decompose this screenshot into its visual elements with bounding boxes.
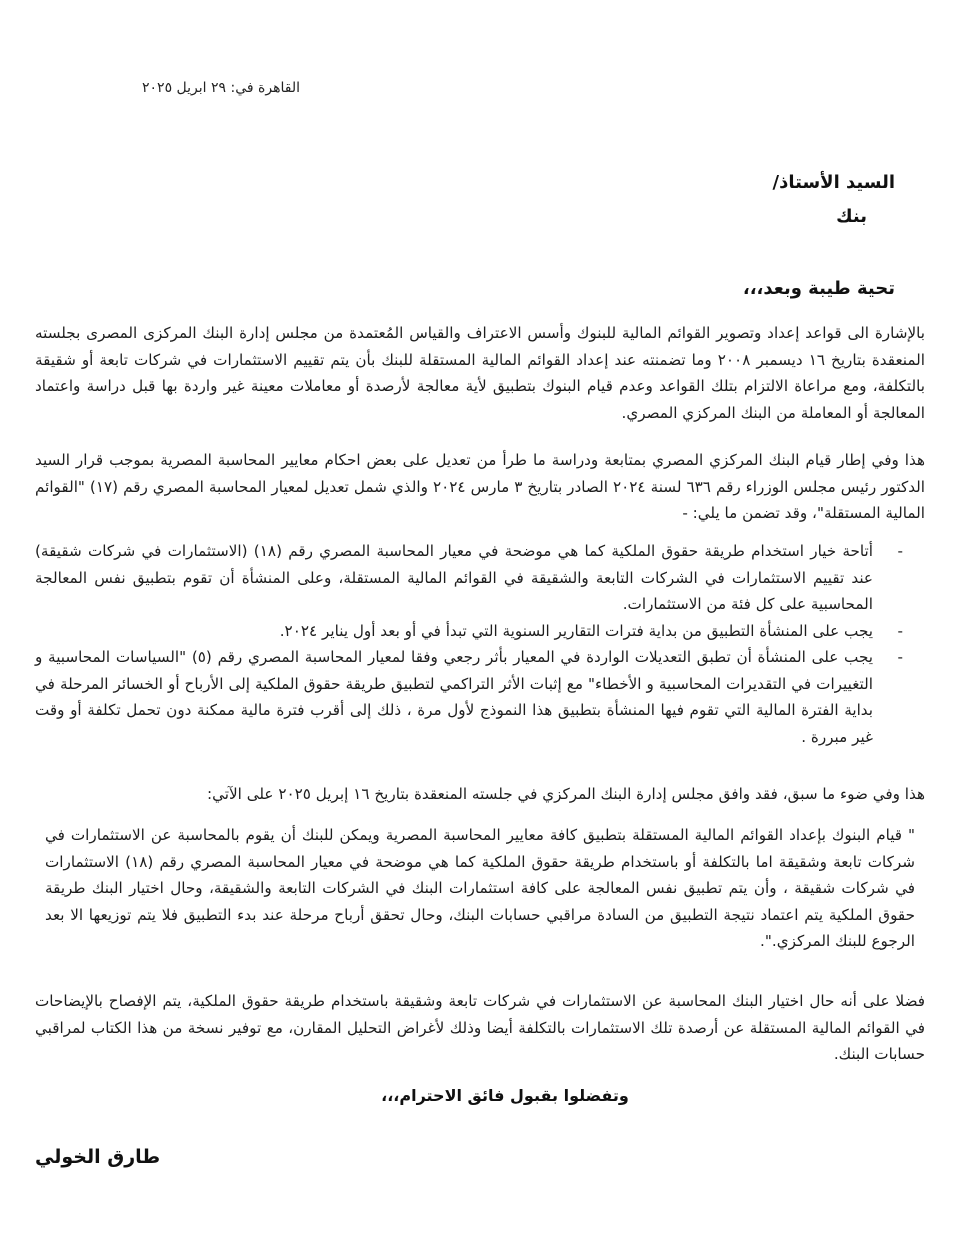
amendment-bullet-list (35, 538, 925, 750)
bullet-item (35, 538, 925, 618)
paragraph-disclosure: فضلا على أنه حال اختيار البنك المحاسبة عن الاستثمارات في شركات تابعة وشقيقة باستخدام طريقة حقوق الملكية، يتم الإفصاح بالإيضاحات في القوائم المالية المستقلة عن أرصدة تلك الاستثمارات بالتكلفة أيضا وذلك لأغراض التحليل المقارن، مع توفير نسخة من هذا الكتاب لمراقبي حسابات البنك. (35, 992, 925, 1063)
paragraph-intro: بالإشارة الى قواعد إعداد وتصوير القوائم المالية للبنوك وأسس الاعتراف والقياس المُعتمدة من مجلس إدارة البنك المركزى المصرى بجلسته المنعقدة بتاريخ ١٦ ديسمبر ٢٠٠٨ وما تضمنته عند إعداد القوائم المالية المستقلة للبنك بأن يتم تقييم الاستثمارات في شركات تابعة أو شقيقة بالتكلفة، ومع مراعاة الالتزام بتلك القواعد وعدم قيام البنوك بتطبيق لأية معالجة لأرصدة أو معاملات معينة غير واردة بها قبل دراسة واعتماد المعالجة أو المعاملة من البنك المركزي المصري. (35, 324, 925, 422)
bullet-dash: - (897, 648, 903, 666)
addressee-bank: بنك (836, 206, 867, 227)
bullet-dash: - (897, 621, 903, 640)
addressee-title: السيد الأستاذ/ (772, 172, 895, 193)
greeting: تحية طيبة وبعد،،، (742, 278, 895, 299)
bullet-dash: - (897, 542, 903, 560)
paragraph-amendment: هذا وفي إطار قيام البنك المركزي المصري بمتابعة ودراسة ما طرأ من تعديل على بعض احكام معايير المحاسبة المصرية بموجب قرار السيد الدكتور رئيس مجلس الوزراء رقم ٦٣٦ لسنة ٢٠٢٤ الصادر بتاريخ ٣ مارس ٢٠٢٤ والذي شمل تعديل لمعيار المحاسبة المصري رقم (١٧) "القوائم المالية المستقلة"، وقد تضمن ما يلي: - (35, 451, 926, 522)
bullet-item (35, 644, 925, 750)
bullet-item (35, 618, 925, 645)
bullet-text: أتاحة خيار استخدام طريقة حقوق الملكية كما هي موضحة في معيار المحاسبة المصري رقم (١٨) (الاستثمارات في شركات شقيقة) عند تقييم الاستثمارات في الشركات التابعة والشقيقة في القوائم المالية المستقلة، وعلى المنشأة أن تقوم بتطبيق نفس المعالجة المحاسبية على كل فئة من الاستثمارات. (35, 542, 873, 613)
paragraph-board-approval: هذا وفي ضوء ما سبق، فقد وافق مجلس إدارة البنك المركزي في جلسته المنعقدة بتاريخ ١٦ إبريل ٢٠٢٥ على الآتي: (207, 785, 925, 803)
closing-salutation: وتفضلوا بقبول فائق الاحترام،،، (381, 1086, 629, 1105)
bullet-text: يجب على المنشأة التطبيق من بداية فترات التقارير السنوية التي تبدأ في أو بعد أول يناير ٢٠٢٤. (279, 621, 873, 640)
addressee-block (773, 166, 895, 234)
bullet-text: يجب على المنشأة أن تطبق التعديلات الواردة في المعيار بأثر رجعي وفقا لمعيار المحاسبة المصري رقم (٥) "السياسات المحاسبية و التغييرات في التقديرات المحاسبية و الأخطاء" مع إثبات الأثر التراكمي لتطبيق طريقة حقوق الملكية إلى الأرباح أو الخسائر المرحلة في بداية الفترة المالية التي تقوم فيها المنشأة بتطبيق هذا النموذج لأول مرة ، ذلك إلى أقرب فترة مالية ممكنة دون تحمل تكلفة أو وقت غير مبررة . (35, 648, 873, 746)
letter-date: القاهرة في: ٢٩ ابريل ٢٠٢٥ (142, 80, 300, 96)
signature-name: طارق الخولي (35, 1146, 161, 1168)
board-decision-quote: " قيام البنوك بإعداد القوائم المالية المستقلة بتطبيق كافة معايير المحاسبة المصرية ويمكن للبنك أن يقوم بالمحاسبة عن الاستثمارات في شركات تابعة وشقيقة اما بالتكلفة أو باستخدام طريقة حقوق الملكية كما هي موضحة في معيار المحاسبة المصري رقم (١٨) الاستثمارات في شركات شقيقة ، وأن يتم تطبيق نفس المعالجة على كافة استثمارات البنك في الشركات التابعة والشقيقة، وحال اختيار البنك طريقة حقوق الملكية يتم اعتماد نتيجة التطبيق من السادة مراقبي حسابات البنك، وحال تحقق أرباح مرحلة عند بدء التطبيق فلا يتم توزيعها الا بعد الرجوع للبنك المركزي.". (45, 826, 915, 950)
